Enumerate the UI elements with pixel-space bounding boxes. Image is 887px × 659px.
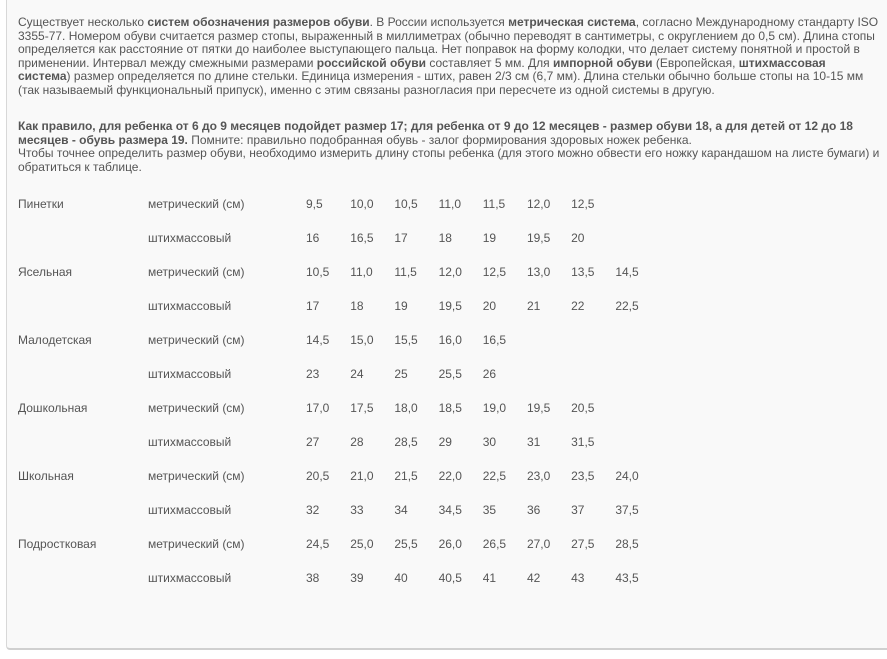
size-value: 22,5: [615, 299, 639, 313]
intro-bold-russian-shoes: российской обуви: [316, 55, 426, 70]
size-value: 35: [482, 503, 497, 517]
size-system-label: метрический (см): [148, 197, 245, 211]
size-value: 11,5: [394, 265, 417, 279]
size-value: 10,5: [394, 197, 418, 211]
size-value: 39: [350, 571, 364, 585]
shoe-size-table: [18, 187, 660, 595]
size-value: 28,5: [394, 435, 418, 449]
category-spacer: [18, 221, 148, 255]
size-value: [615, 221, 659, 255]
advice-paragraph: [18, 120, 880, 174]
size-value: 19,0: [482, 401, 507, 415]
size-row: [18, 357, 660, 391]
size-system-label: штихмассовый: [148, 231, 232, 245]
intro-text: составляет 5 мм. Для: [425, 55, 554, 70]
size-value: 15,5: [394, 333, 418, 347]
size-value: 34: [394, 503, 408, 517]
size-value: 22,0: [438, 469, 462, 483]
size-value: 16,5: [482, 333, 507, 347]
size-value: 22: [571, 299, 585, 313]
size-system-label: метрический (см): [148, 265, 245, 279]
size-value: 17: [306, 299, 320, 313]
size-value: 20: [482, 299, 497, 313]
intro-bold-size-systems: систем обозначения размеров обуви: [147, 15, 370, 29]
size-value: [615, 357, 659, 391]
size-value: 34,5: [438, 503, 462, 517]
size-value: 18: [438, 231, 452, 245]
category-label: Дошкольная: [18, 401, 88, 415]
category-label: Малодетская: [18, 333, 92, 347]
size-value: 24,0: [615, 469, 639, 483]
size-value: 19,5: [438, 299, 462, 313]
size-value: 40,5: [438, 571, 462, 585]
intro-bold-stich-system: штихмассовая система: [18, 55, 826, 84]
category-label: Школьная: [18, 469, 74, 483]
size-value: 25,0: [350, 537, 374, 551]
size-row: [18, 323, 660, 357]
size-value: 17,0: [306, 401, 330, 415]
size-value: 24: [350, 367, 364, 381]
size-value: 21: [526, 299, 541, 313]
size-row: [18, 459, 660, 493]
size-row: [18, 391, 660, 425]
size-value: 21,0: [350, 469, 374, 483]
size-system-label: штихмассовый: [148, 571, 232, 585]
size-value: 37,5: [615, 503, 639, 517]
size-row: [18, 255, 660, 289]
size-value: 24,5: [306, 537, 330, 551]
size-value: 38: [306, 571, 320, 585]
size-value: 9,5: [306, 197, 323, 211]
intro-bold-metric-system: метрическая система: [508, 15, 636, 29]
size-value: 25,5: [394, 537, 418, 551]
intro-text: ) размер определяется по длине стельки. Единица измерения - штих, равен 2/3 см (6,7 мм). Длина стельки обычно больше стопы на 10-15 мм (так называемый функциональный припуск), именно с этим связаны разногласия при пересчете из одной системы в другую.: [18, 69, 864, 97]
size-value: 33: [350, 503, 364, 517]
size-value: 14,5: [615, 265, 639, 279]
size-value: 26,0: [438, 537, 462, 551]
size-value: [615, 425, 659, 459]
size-value: 12,5: [482, 265, 507, 279]
size-value: 13,5: [571, 265, 595, 279]
size-value: 15,0: [350, 333, 374, 347]
size-value: 31,5: [571, 435, 595, 449]
size-value: 21,5: [394, 469, 418, 483]
size-value: 37: [571, 503, 585, 517]
size-row: [18, 527, 660, 561]
intro-text: (Европейская,: [652, 55, 739, 70]
category-label: Подростковая: [18, 537, 97, 551]
size-value: 23,5: [571, 469, 595, 483]
intro-text: , согласно Международному стандарту ISO 3355-77. Номером обуви считается размер стопы, выраженный в миллиметрах (обычно переводят в сантиметры, с округлением до 0,5 см). Длина стопы определяется как расстояние от пятки до наиболее выступающего пальца. Нет поправок на форму колодки, что делает систему понятной и простой в применении. Интервал между смежными размерами: [18, 15, 879, 70]
size-value: 32: [306, 503, 320, 517]
size-value: 13,0: [526, 265, 551, 279]
size-value: 27,5: [571, 537, 595, 551]
size-value: [615, 323, 659, 357]
size-value: 19: [482, 231, 497, 245]
size-value: 19,5: [526, 231, 551, 245]
size-value: [615, 391, 659, 425]
size-value: 40: [394, 571, 408, 585]
category-spacer: [18, 289, 148, 323]
size-value: 20,5: [306, 469, 330, 483]
size-value: [571, 323, 615, 357]
size-system-label: штихмассовый: [148, 299, 232, 313]
size-value: 42: [526, 571, 541, 585]
size-row: [18, 289, 660, 323]
size-system-label: метрический (см): [148, 333, 245, 347]
size-value: 19: [394, 299, 408, 313]
size-value: 31: [526, 435, 541, 449]
intro-bold-import-shoes: импорной обуви: [553, 55, 653, 70]
size-system-label: метрический (см): [148, 469, 245, 483]
size-value: 17,5: [350, 401, 374, 415]
size-value: 17: [394, 231, 408, 245]
size-value: 12,5: [571, 197, 595, 211]
size-system-label: штихмассовый: [148, 367, 232, 381]
size-value: 29: [438, 435, 452, 449]
size-value: 14,5: [306, 333, 330, 347]
category-spacer: [18, 561, 148, 595]
intro-text: . В России используется: [369, 15, 509, 29]
size-value: 16,0: [438, 333, 462, 347]
size-value: 41: [482, 571, 497, 585]
advice-bold-text: Как правило, для ребенка от 6 до 9 месяцев подойдет размер 17; для ребенка от 9 до 12 месяцев - размер обуви 18, а для детей от 12 до 18 месяцев - обувь размера 19.: [18, 119, 853, 147]
category-label: Ясельная: [18, 265, 72, 279]
size-value: 16,5: [350, 231, 374, 245]
size-value: 18,5: [438, 401, 462, 415]
size-value: 22,5: [482, 469, 507, 483]
size-value: 20,5: [571, 401, 595, 415]
category-label: Пинетки: [18, 197, 64, 211]
size-value: 27,0: [526, 537, 551, 551]
size-value: 43,5: [615, 571, 639, 585]
size-value: 20: [571, 231, 585, 245]
size-value: 27: [306, 435, 320, 449]
size-row: [18, 221, 660, 255]
size-value: 25,5: [438, 367, 462, 381]
advice-text: Помните: правильно подобранная обувь - залог формирования здоровых ножек ребенка.: [187, 132, 692, 147]
size-value: [527, 323, 571, 357]
size-value: 11,0: [350, 265, 373, 279]
size-value: 26,5: [482, 537, 507, 551]
size-system-label: штихмассовый: [148, 503, 232, 517]
size-value: 11,0: [438, 197, 462, 211]
size-value: 18: [350, 299, 364, 313]
size-value: 36: [526, 503, 541, 517]
size-value: 25: [394, 367, 408, 381]
size-value: 11,5: [482, 197, 506, 211]
size-value: 10,5: [306, 265, 330, 279]
measure-instruction-text: Чтобы точнее определить размер обуви, необходимо измерить длину стопы ребенка (для этого можно обвести его ножку карандашом на листе бумаги) и обратиться к таблице.: [18, 146, 880, 174]
size-value: 28: [350, 435, 364, 449]
size-value: 12,0: [438, 265, 462, 279]
size-value: 26: [482, 367, 497, 381]
intro-text: Существует несколько: [18, 15, 148, 29]
size-system-label: метрический (см): [148, 537, 245, 551]
intro-paragraph: [18, 16, 880, 98]
size-system-label: штихмассовый: [148, 435, 232, 449]
size-value: [571, 357, 615, 391]
size-value: [615, 187, 659, 221]
category-spacer: [18, 357, 148, 391]
size-row: [18, 425, 660, 459]
size-value: 10,0: [350, 197, 374, 211]
size-value: 23: [306, 367, 320, 381]
size-value: 12,0: [526, 197, 551, 211]
size-value: 30: [482, 435, 497, 449]
size-value: 19,5: [526, 401, 551, 415]
size-value: 23,0: [526, 469, 551, 483]
size-value: 28,5: [615, 537, 639, 551]
category-spacer: [18, 425, 148, 459]
size-value: 18,0: [394, 401, 418, 415]
size-value: 43: [571, 571, 585, 585]
size-value: 16: [306, 231, 320, 245]
size-row: [18, 187, 660, 221]
size-row: [18, 561, 660, 595]
category-spacer: [18, 493, 148, 527]
size-row: [18, 493, 660, 527]
size-system-label: метрический (см): [148, 401, 245, 415]
size-value: [527, 357, 571, 391]
